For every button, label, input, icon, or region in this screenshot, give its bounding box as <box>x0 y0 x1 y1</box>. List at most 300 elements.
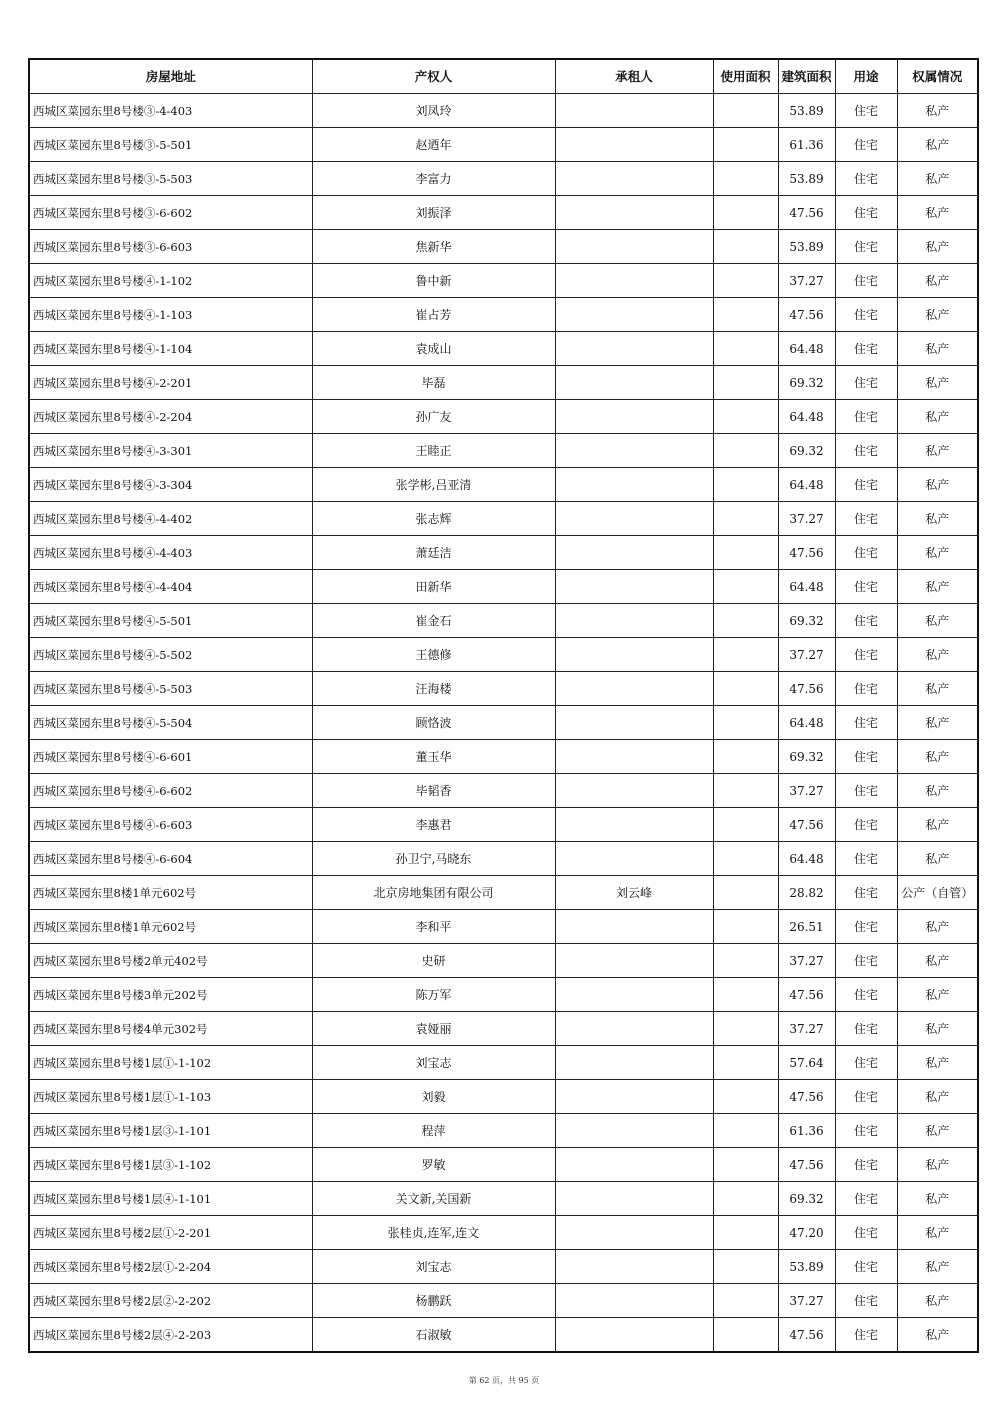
cell-tenant <box>555 162 713 196</box>
cell-building-area: 64.48 <box>778 468 835 502</box>
cell-ownership: 私产 <box>897 672 978 706</box>
cell-tenant <box>555 1216 713 1250</box>
cell-ownership: 私产 <box>897 842 978 876</box>
cell-ownership: 私产 <box>897 264 978 298</box>
cell-ownership: 私产 <box>897 230 978 264</box>
cell-usable-area <box>713 570 778 604</box>
cell-usable-area <box>713 332 778 366</box>
cell-address: 西城区菜园东里8号楼④-5-503 <box>29 672 312 706</box>
table-row <box>29 570 978 604</box>
cell-usage: 住宅 <box>835 502 897 536</box>
cell-owner: 鲁中新 <box>312 264 555 298</box>
cell-ownership: 私产 <box>897 774 978 808</box>
cell-building-area: 53.89 <box>778 1250 835 1284</box>
cell-ownership: 私产 <box>897 94 978 128</box>
cell-tenant <box>555 1012 713 1046</box>
cell-tenant <box>555 978 713 1012</box>
cell-building-area: 37.27 <box>778 502 835 536</box>
cell-usage: 住宅 <box>835 1250 897 1284</box>
cell-tenant <box>555 366 713 400</box>
cell-usable-area <box>713 944 778 978</box>
cell-usable-area <box>713 1182 778 1216</box>
cell-owner: 李惠君 <box>312 808 555 842</box>
cell-address: 西城区菜园东里8号楼④-2-204 <box>29 400 312 434</box>
cell-usage: 住宅 <box>835 468 897 502</box>
cell-ownership: 私产 <box>897 740 978 774</box>
table-row <box>29 944 978 978</box>
cell-address: 西城区菜园东里8号楼④-3-304 <box>29 468 312 502</box>
table-row <box>29 978 978 1012</box>
table-row <box>29 1114 978 1148</box>
table-row <box>29 706 978 740</box>
cell-building-area: 47.56 <box>778 1080 835 1114</box>
table-body <box>29 94 978 1353</box>
cell-usage: 住宅 <box>835 196 897 230</box>
cell-tenant <box>555 706 713 740</box>
cell-tenant <box>555 128 713 162</box>
property-table <box>28 58 979 1353</box>
cell-usage: 住宅 <box>835 944 897 978</box>
cell-owner: 汪海楼 <box>312 672 555 706</box>
cell-building-area: 57.64 <box>778 1046 835 1080</box>
cell-address: 西城区菜园东里8号楼2层②-2-202 <box>29 1284 312 1318</box>
cell-ownership: 私产 <box>897 706 978 740</box>
cell-owner: 董玉华 <box>312 740 555 774</box>
cell-address: 西城区菜园东里8号楼1层①-1-103 <box>29 1080 312 1114</box>
cell-tenant <box>555 1182 713 1216</box>
cell-owner: 石淑敏 <box>312 1318 555 1353</box>
cell-ownership: 私产 <box>897 1250 978 1284</box>
table-row <box>29 536 978 570</box>
cell-usable-area <box>713 1012 778 1046</box>
cell-usable-area <box>713 808 778 842</box>
cell-ownership: 私产 <box>897 570 978 604</box>
cell-owner: 袁娅丽 <box>312 1012 555 1046</box>
cell-ownership: 私产 <box>897 1114 978 1148</box>
cell-owner: 刘毅 <box>312 1080 555 1114</box>
cell-ownership: 私产 <box>897 196 978 230</box>
cell-usable-area <box>713 196 778 230</box>
table-row <box>29 876 978 910</box>
cell-owner: 史研 <box>312 944 555 978</box>
cell-address: 西城区菜园东里8号楼2层①-2-204 <box>29 1250 312 1284</box>
cell-ownership: 私产 <box>897 808 978 842</box>
cell-address: 西城区菜园东里8号楼④-1-103 <box>29 298 312 332</box>
cell-ownership: 私产 <box>897 944 978 978</box>
cell-owner: 萧廷洁 <box>312 536 555 570</box>
table-row <box>29 298 978 332</box>
table-row <box>29 774 978 808</box>
cell-usable-area <box>713 638 778 672</box>
cell-usage: 住宅 <box>835 1216 897 1250</box>
cell-building-area: 47.56 <box>778 298 835 332</box>
page-number: 第 62 页，共 95 页 <box>468 1376 540 1385</box>
cell-tenant <box>555 944 713 978</box>
cell-usable-area <box>713 128 778 162</box>
cell-tenant <box>555 502 713 536</box>
cell-owner: 张桂贞,连军,连文 <box>312 1216 555 1250</box>
cell-address: 西城区菜园东里8号楼④-4-404 <box>29 570 312 604</box>
table-row <box>29 1250 978 1284</box>
cell-building-area: 69.32 <box>778 740 835 774</box>
cell-tenant <box>555 298 713 332</box>
cell-address: 西城区菜园东里8号楼1层①-1-102 <box>29 1046 312 1080</box>
cell-usage: 住宅 <box>835 536 897 570</box>
cell-ownership: 私产 <box>897 1318 978 1353</box>
cell-usable-area <box>713 1080 778 1114</box>
table-row <box>29 740 978 774</box>
cell-address: 西城区菜园东里8号楼④-4-403 <box>29 536 312 570</box>
table-row <box>29 400 978 434</box>
cell-usage: 住宅 <box>835 740 897 774</box>
cell-ownership: 公产（自管） <box>897 876 978 910</box>
cell-building-area: 37.27 <box>778 264 835 298</box>
cell-usable-area <box>713 1046 778 1080</box>
cell-usage: 住宅 <box>835 400 897 434</box>
cell-usage: 住宅 <box>835 434 897 468</box>
cell-ownership: 私产 <box>897 298 978 332</box>
cell-usage: 住宅 <box>835 570 897 604</box>
cell-tenant <box>555 1046 713 1080</box>
table-row <box>29 910 978 944</box>
cell-address: 西城区菜园东里8号楼④-1-102 <box>29 264 312 298</box>
cell-usage: 住宅 <box>835 808 897 842</box>
cell-owner: 刘振泽 <box>312 196 555 230</box>
cell-building-area: 47.56 <box>778 1318 835 1353</box>
cell-ownership: 私产 <box>897 128 978 162</box>
cell-usage: 住宅 <box>835 1318 897 1353</box>
cell-building-area: 47.56 <box>778 808 835 842</box>
cell-usage: 住宅 <box>835 332 897 366</box>
cell-tenant <box>555 468 713 502</box>
cell-tenant <box>555 910 713 944</box>
cell-usable-area <box>713 468 778 502</box>
cell-address: 西城区菜园东里8号楼④-5-502 <box>29 638 312 672</box>
cell-tenant <box>555 570 713 604</box>
cell-owner: 孙卫宁,马晓东 <box>312 842 555 876</box>
cell-ownership: 私产 <box>897 366 978 400</box>
table-row <box>29 1012 978 1046</box>
cell-address: 西城区菜园东里8号楼③-5-503 <box>29 162 312 196</box>
table-row <box>29 1182 978 1216</box>
cell-usage: 住宅 <box>835 1182 897 1216</box>
cell-building-area: 37.27 <box>778 1012 835 1046</box>
cell-owner: 王德修 <box>312 638 555 672</box>
cell-tenant <box>555 400 713 434</box>
cell-usable-area <box>713 94 778 128</box>
cell-usage: 住宅 <box>835 128 897 162</box>
cell-owner: 程萍 <box>312 1114 555 1148</box>
table-row <box>29 1046 978 1080</box>
cell-owner: 刘宝志 <box>312 1046 555 1080</box>
cell-building-area: 69.32 <box>778 604 835 638</box>
table-row <box>29 264 978 298</box>
cell-usable-area <box>713 230 778 264</box>
cell-ownership: 私产 <box>897 332 978 366</box>
table-row <box>29 128 978 162</box>
cell-usage: 住宅 <box>835 1012 897 1046</box>
cell-owner: 王睦正 <box>312 434 555 468</box>
cell-owner: 杨鹏跃 <box>312 1284 555 1318</box>
cell-address: 西城区菜园东里8号楼2单元402号 <box>29 944 312 978</box>
header-building-area: 建筑面积 <box>778 59 835 94</box>
cell-owner: 孙广友 <box>312 400 555 434</box>
cell-address: 西城区菜园东里8号楼③-5-501 <box>29 128 312 162</box>
cell-building-area: 37.27 <box>778 774 835 808</box>
cell-owner: 陈万军 <box>312 978 555 1012</box>
cell-usage: 住宅 <box>835 298 897 332</box>
cell-building-area: 53.89 <box>778 162 835 196</box>
cell-usage: 住宅 <box>835 1114 897 1148</box>
cell-tenant <box>555 1114 713 1148</box>
cell-building-area: 47.56 <box>778 196 835 230</box>
table-row <box>29 332 978 366</box>
cell-building-area: 53.89 <box>778 230 835 264</box>
cell-tenant <box>555 842 713 876</box>
cell-building-area: 37.27 <box>778 1284 835 1318</box>
cell-usable-area <box>713 1148 778 1182</box>
cell-owner: 顾恪波 <box>312 706 555 740</box>
table-row <box>29 604 978 638</box>
cell-tenant <box>555 672 713 706</box>
cell-tenant <box>555 1250 713 1284</box>
cell-usable-area <box>713 400 778 434</box>
cell-address: 西城区菜园东里8号楼④-6-602 <box>29 774 312 808</box>
cell-building-area: 28.82 <box>778 876 835 910</box>
cell-ownership: 私产 <box>897 978 978 1012</box>
cell-owner: 北京房地集团有限公司 <box>312 876 555 910</box>
cell-usable-area <box>713 672 778 706</box>
cell-ownership: 私产 <box>897 638 978 672</box>
table-row <box>29 1284 978 1318</box>
cell-tenant <box>555 332 713 366</box>
cell-tenant <box>555 1148 713 1182</box>
cell-usable-area <box>713 366 778 400</box>
cell-usage: 住宅 <box>835 264 897 298</box>
cell-tenant <box>555 638 713 672</box>
cell-building-area: 37.27 <box>778 944 835 978</box>
cell-owner: 田新华 <box>312 570 555 604</box>
cell-tenant <box>555 94 713 128</box>
table-row <box>29 1216 978 1250</box>
table-row <box>29 638 978 672</box>
cell-usable-area <box>713 1216 778 1250</box>
table-row <box>29 808 978 842</box>
header-owner: 产权人 <box>312 59 555 94</box>
header-ownership: 权属情况 <box>897 59 978 94</box>
cell-address: 西城区菜园东里8号楼1层③-1-101 <box>29 1114 312 1148</box>
cell-usage: 住宅 <box>835 366 897 400</box>
cell-building-area: 69.32 <box>778 366 835 400</box>
cell-usage: 住宅 <box>835 230 897 264</box>
cell-usable-area <box>713 740 778 774</box>
cell-owner: 李和平 <box>312 910 555 944</box>
cell-usable-area <box>713 298 778 332</box>
cell-usable-area <box>713 604 778 638</box>
table-header-row <box>29 59 978 94</box>
cell-usable-area <box>713 1284 778 1318</box>
cell-ownership: 私产 <box>897 1216 978 1250</box>
cell-address: 西城区菜园东里8号楼③-6-602 <box>29 196 312 230</box>
cell-address: 西城区菜园东里8楼1单元602号 <box>29 910 312 944</box>
cell-owner: 关文新,关国新 <box>312 1182 555 1216</box>
cell-building-area: 64.48 <box>778 706 835 740</box>
property-table-container <box>28 58 979 1357</box>
table-row <box>29 502 978 536</box>
cell-ownership: 私产 <box>897 434 978 468</box>
cell-address: 西城区菜园东里8号楼④-4-402 <box>29 502 312 536</box>
table-row <box>29 842 978 876</box>
cell-ownership: 私产 <box>897 1080 978 1114</box>
cell-tenant <box>555 1284 713 1318</box>
table-row <box>29 434 978 468</box>
cell-address: 西城区菜园东里8号楼④-6-601 <box>29 740 312 774</box>
cell-building-area: 69.32 <box>778 1182 835 1216</box>
cell-address: 西城区菜园东里8号楼④-5-504 <box>29 706 312 740</box>
cell-building-area: 47.56 <box>778 672 835 706</box>
cell-address: 西城区菜园东里8楼1单元602号 <box>29 876 312 910</box>
cell-usable-area <box>713 774 778 808</box>
cell-tenant <box>555 230 713 264</box>
cell-ownership: 私产 <box>897 502 978 536</box>
cell-ownership: 私产 <box>897 400 978 434</box>
cell-tenant <box>555 434 713 468</box>
cell-address: 西城区菜园东里8号楼2层④-2-203 <box>29 1318 312 1353</box>
cell-ownership: 私产 <box>897 536 978 570</box>
cell-ownership: 私产 <box>897 604 978 638</box>
header-usage: 用途 <box>835 59 897 94</box>
cell-usable-area <box>713 842 778 876</box>
cell-owner: 李富力 <box>312 162 555 196</box>
cell-usage: 住宅 <box>835 1046 897 1080</box>
table-row <box>29 196 978 230</box>
cell-owner: 袁成山 <box>312 332 555 366</box>
cell-building-area: 69.32 <box>778 434 835 468</box>
header-address: 房屋地址 <box>29 59 312 94</box>
cell-usage: 住宅 <box>835 1284 897 1318</box>
cell-address: 西城区菜园东里8号楼④-3-301 <box>29 434 312 468</box>
cell-usage: 住宅 <box>835 638 897 672</box>
table-row <box>29 94 978 128</box>
cell-usage: 住宅 <box>835 94 897 128</box>
cell-usage: 住宅 <box>835 876 897 910</box>
cell-ownership: 私产 <box>897 1182 978 1216</box>
table-row <box>29 230 978 264</box>
cell-usage: 住宅 <box>835 604 897 638</box>
cell-tenant <box>555 808 713 842</box>
cell-usage: 住宅 <box>835 1080 897 1114</box>
cell-owner: 崔金石 <box>312 604 555 638</box>
cell-address: 西城区菜园东里8号楼1层④-1-101 <box>29 1182 312 1216</box>
cell-owner: 毕磊 <box>312 366 555 400</box>
cell-usage: 住宅 <box>835 706 897 740</box>
header-usable-area: 使用面积 <box>713 59 778 94</box>
cell-tenant <box>555 536 713 570</box>
cell-owner: 张志辉 <box>312 502 555 536</box>
table-row <box>29 1318 978 1353</box>
cell-address: 西城区菜园东里8号楼3单元202号 <box>29 978 312 1012</box>
cell-tenant <box>555 196 713 230</box>
table-row <box>29 672 978 706</box>
cell-tenant <box>555 740 713 774</box>
cell-usable-area <box>713 978 778 1012</box>
cell-ownership: 私产 <box>897 1012 978 1046</box>
cell-address: 西城区菜园东里8号楼④-1-104 <box>29 332 312 366</box>
cell-ownership: 私产 <box>897 910 978 944</box>
cell-usable-area <box>713 434 778 468</box>
cell-address: 西城区菜园东里8号楼2层①-2-201 <box>29 1216 312 1250</box>
cell-owner: 焦新华 <box>312 230 555 264</box>
cell-usable-area <box>713 502 778 536</box>
cell-ownership: 私产 <box>897 1148 978 1182</box>
table-row <box>29 366 978 400</box>
cell-usable-area <box>713 536 778 570</box>
cell-owner: 张学彬,吕亚清 <box>312 468 555 502</box>
table-row <box>29 1148 978 1182</box>
cell-usage: 住宅 <box>835 1148 897 1182</box>
cell-owner: 刘宝志 <box>312 1250 555 1284</box>
cell-ownership: 私产 <box>897 1284 978 1318</box>
cell-tenant: 刘云峰 <box>555 876 713 910</box>
cell-building-area: 61.36 <box>778 128 835 162</box>
cell-owner: 刘凤玲 <box>312 94 555 128</box>
cell-usage: 住宅 <box>835 672 897 706</box>
cell-building-area: 26.51 <box>778 910 835 944</box>
cell-address: 西城区菜园东里8号楼④-6-603 <box>29 808 312 842</box>
cell-usage: 住宅 <box>835 842 897 876</box>
cell-address: 西城区菜园东里8号楼③-6-603 <box>29 230 312 264</box>
cell-usage: 住宅 <box>835 978 897 1012</box>
cell-owner: 罗敏 <box>312 1148 555 1182</box>
cell-building-area: 47.56 <box>778 1148 835 1182</box>
cell-usable-area <box>713 876 778 910</box>
cell-ownership: 私产 <box>897 468 978 502</box>
cell-usable-area <box>713 1250 778 1284</box>
cell-address: 西城区菜园东里8号楼④-6-604 <box>29 842 312 876</box>
cell-building-area: 37.27 <box>778 638 835 672</box>
cell-ownership: 私产 <box>897 1046 978 1080</box>
cell-owner: 崔占芳 <box>312 298 555 332</box>
cell-usable-area <box>713 706 778 740</box>
cell-usage: 住宅 <box>835 910 897 944</box>
cell-address: 西城区菜园东里8号楼④-2-201 <box>29 366 312 400</box>
cell-tenant <box>555 774 713 808</box>
cell-tenant <box>555 1080 713 1114</box>
cell-ownership: 私产 <box>897 162 978 196</box>
table-row <box>29 1080 978 1114</box>
cell-building-area: 47.20 <box>778 1216 835 1250</box>
cell-usage: 住宅 <box>835 162 897 196</box>
cell-tenant <box>555 604 713 638</box>
cell-building-area: 64.48 <box>778 570 835 604</box>
table-row <box>29 162 978 196</box>
cell-usable-area <box>713 162 778 196</box>
cell-address: 西城区菜园东里8号楼③-4-403 <box>29 94 312 128</box>
cell-usage: 住宅 <box>835 774 897 808</box>
cell-usable-area <box>713 910 778 944</box>
cell-usable-area <box>713 264 778 298</box>
cell-address: 西城区菜园东里8号楼④-5-501 <box>29 604 312 638</box>
cell-building-area: 61.36 <box>778 1114 835 1148</box>
cell-owner: 毕韬香 <box>312 774 555 808</box>
cell-building-area: 64.48 <box>778 842 835 876</box>
table-row <box>29 468 978 502</box>
cell-tenant <box>555 264 713 298</box>
cell-address: 西城区菜园东里8号楼1层③-1-102 <box>29 1148 312 1182</box>
cell-building-area: 47.56 <box>778 978 835 1012</box>
cell-building-area: 47.56 <box>778 536 835 570</box>
cell-building-area: 64.48 <box>778 400 835 434</box>
